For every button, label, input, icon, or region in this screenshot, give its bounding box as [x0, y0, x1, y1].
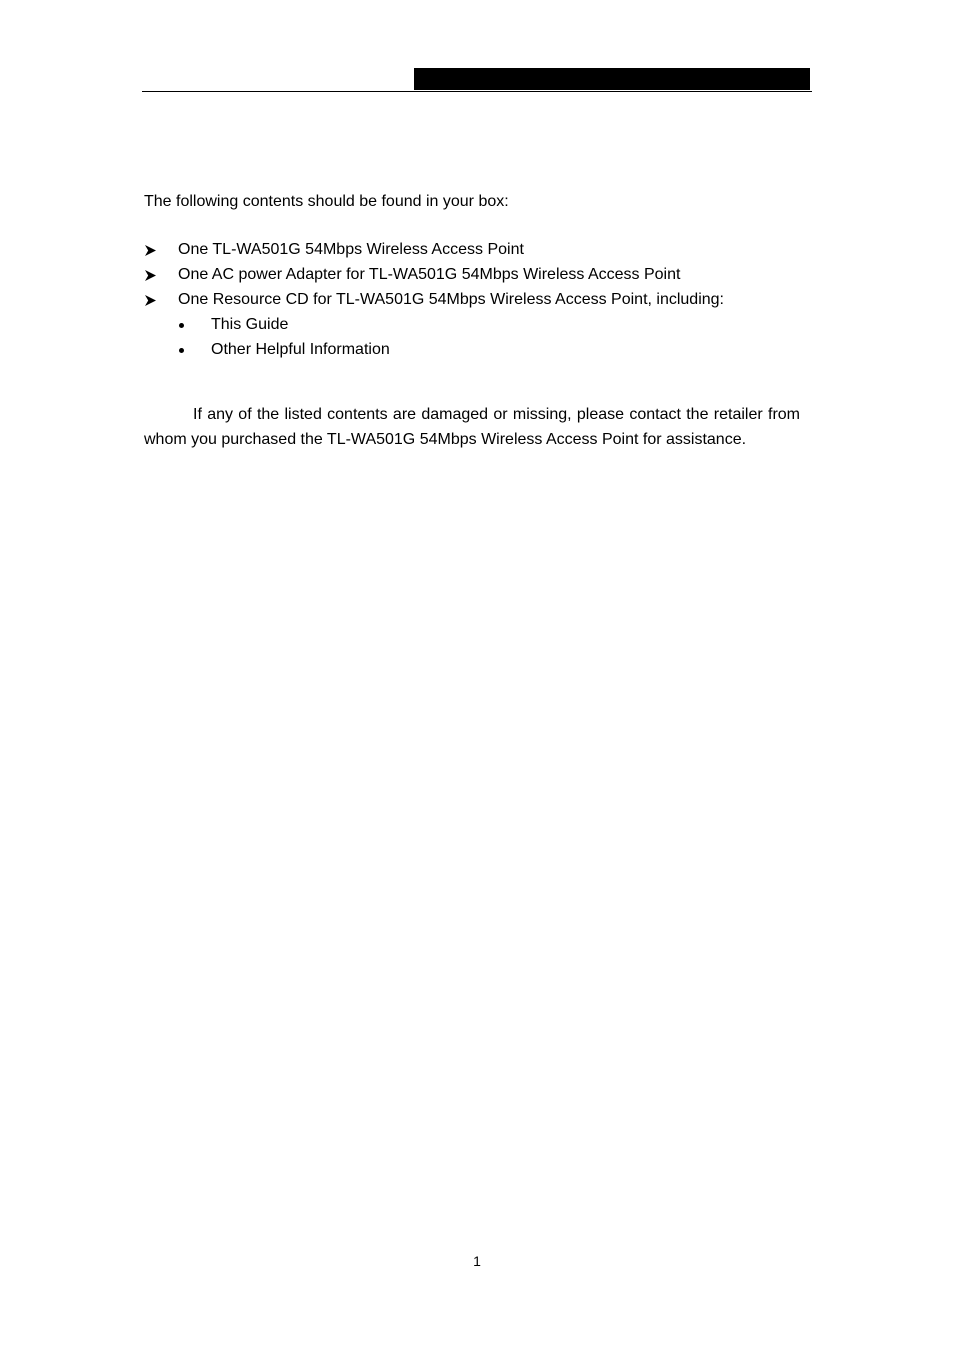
- arrow-bullet-icon: [144, 265, 160, 285]
- dot-bullet-icon: [179, 348, 184, 353]
- list-item-text: One AC power Adapter for TL-WA501G 54Mbps Wireless Access Point: [178, 266, 681, 283]
- sub-list-item-text: This Guide: [211, 316, 289, 333]
- arrow-bullet-icon: [144, 290, 160, 310]
- header-rule: [142, 91, 812, 92]
- list-item: [144, 290, 804, 315]
- sub-list-item-text: Other Helpful Information: [211, 341, 390, 358]
- package-contents-list: [144, 240, 804, 365]
- intro-text: The following contents should be found in your box:: [144, 193, 509, 210]
- page-number: 1: [473, 1253, 481, 1269]
- list-item: [144, 240, 804, 265]
- body-paragraph: If any of the listed contents are damaged or missing, please contact the retailer from whom you purchased the TL-WA501G 54Mbps Wireless Access Point for assistance.: [144, 406, 800, 448]
- dot-bullet-icon: [179, 323, 184, 328]
- list-item: [144, 265, 804, 290]
- list-item-text: One Resource CD for TL-WA501G 54Mbps Wireless Access Point, including:: [178, 291, 724, 308]
- sub-list-item: [144, 315, 804, 340]
- arrow-bullet-icon: [144, 240, 160, 260]
- sub-list-item: [144, 340, 804, 365]
- header-bar: [414, 68, 810, 90]
- list-item-text: One TL-WA501G 54Mbps Wireless Access Point: [178, 241, 524, 258]
